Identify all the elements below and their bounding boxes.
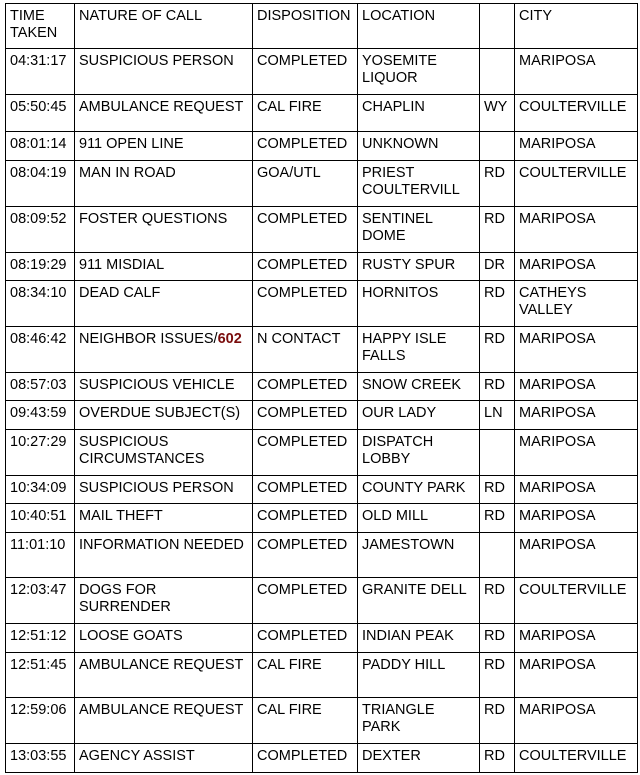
cell-location: HAPPY ISLE FALLS [358, 326, 480, 372]
table-row [6, 475, 638, 504]
cell-disposition: N CONTACT [253, 326, 358, 372]
cell-time: 08:57:03 [6, 372, 75, 401]
cell-suffix [480, 49, 515, 95]
cell-disposition: COMPLETED [253, 206, 358, 252]
cell-disposition: COMPLETED [253, 429, 358, 475]
cell-city: MARIPOSA [515, 206, 638, 252]
nature-text: MAN IN ROAD [79, 164, 176, 181]
cell-suffix: RD [480, 698, 515, 744]
table-row [6, 326, 638, 372]
cell-suffix: RD [480, 160, 515, 206]
cell-suffix: RD [480, 652, 515, 698]
cell-suffix: WY [480, 94, 515, 132]
cell-nature [75, 698, 253, 744]
table-row [6, 252, 638, 281]
cell-disposition: CAL FIRE [253, 652, 358, 698]
cell-city: MARIPOSA [515, 372, 638, 401]
cell-nature [75, 206, 253, 252]
table-row [6, 132, 638, 161]
cell-nature [75, 252, 253, 281]
nature-text: LOOSE GOATS [79, 628, 183, 645]
cell-disposition: COMPLETED [253, 532, 358, 578]
cell-time: 08:09:52 [6, 206, 75, 252]
cell-disposition: COMPLETED [253, 504, 358, 533]
table-row [6, 206, 638, 252]
nature-text: INFORMATION NEEDED [79, 536, 244, 553]
nature-text: MAIL THEFT [79, 508, 163, 525]
cell-disposition: COMPLETED [253, 475, 358, 504]
cell-suffix [480, 532, 515, 578]
cell-location: INDIAN PEAK [358, 624, 480, 653]
cell-time: 12:51:12 [6, 624, 75, 653]
cell-disposition: COMPLETED [253, 281, 358, 327]
nature-code: 602 [217, 330, 242, 347]
header-location: LOCATION [358, 4, 480, 49]
cell-nature [75, 132, 253, 161]
table-row [6, 504, 638, 533]
nature-text: OVERDUE SUBJECT(S) [79, 405, 241, 422]
cell-time: 08:34:10 [6, 281, 75, 327]
nature-text: NEIGHBOR ISSUES/ [79, 330, 218, 347]
cell-city: MARIPOSA [515, 652, 638, 698]
cell-time: 08:46:42 [6, 326, 75, 372]
cell-city: MARIPOSA [515, 698, 638, 744]
cell-nature [75, 372, 253, 401]
cell-location: PADDY HILL [358, 652, 480, 698]
cell-city: MARIPOSA [515, 401, 638, 430]
cell-time: 10:34:09 [6, 475, 75, 504]
cell-city: MARIPOSA [515, 326, 638, 372]
cell-nature [75, 401, 253, 430]
nature-text: 911 OPEN LINE [79, 136, 184, 153]
cell-city: MARIPOSA [515, 624, 638, 653]
nature-text: FOSTER QUESTIONS [79, 210, 228, 227]
cell-time: 09:43:59 [6, 401, 75, 430]
cell-time: 11:01:10 [6, 532, 75, 578]
nature-text: AMBULANCE REQUEST [79, 656, 244, 673]
table-row [6, 624, 638, 653]
nature-text: SUSPICIOUS PERSON [79, 479, 234, 496]
cell-disposition: COMPLETED [253, 624, 358, 653]
cell-disposition: COMPLETED [253, 372, 358, 401]
cell-time: 13:03:55 [6, 744, 75, 773]
cell-disposition: COMPLETED [253, 578, 358, 624]
cell-location: RUSTY SPUR [358, 252, 480, 281]
nature-text: AMBULANCE REQUEST [79, 98, 244, 115]
cell-suffix: RD [480, 578, 515, 624]
cell-location: TRIANGLE PARK [358, 698, 480, 744]
cell-city: MARIPOSA [515, 504, 638, 533]
cell-nature [75, 475, 253, 504]
cell-location: YOSEMITE LIQUOR [358, 49, 480, 95]
table-row [6, 744, 638, 773]
header-suffix [480, 4, 515, 49]
cell-suffix: RD [480, 744, 515, 773]
cell-time: 08:19:29 [6, 252, 75, 281]
table-row [6, 49, 638, 95]
header-city: CITY [515, 4, 638, 49]
cell-location: SNOW CREEK [358, 372, 480, 401]
header-row [6, 4, 638, 49]
header-time: TIME TAKEN [6, 4, 75, 49]
cell-nature [75, 429, 253, 475]
table-row [6, 652, 638, 698]
table-row [6, 698, 638, 744]
cell-suffix: DR [480, 252, 515, 281]
cell-time: 10:40:51 [6, 504, 75, 533]
cell-city: MARIPOSA [515, 252, 638, 281]
table-row [6, 532, 638, 578]
cell-nature [75, 652, 253, 698]
cell-time: 12:51:45 [6, 652, 75, 698]
nature-text: AMBULANCE REQUEST [79, 702, 244, 719]
cell-suffix: RD [480, 504, 515, 533]
header-disposition: DISPOSITION [253, 4, 358, 49]
cell-location: CHAPLIN [358, 94, 480, 132]
table-row [6, 160, 638, 206]
cell-city: MARIPOSA [515, 132, 638, 161]
cell-nature [75, 504, 253, 533]
cell-suffix: RD [480, 372, 515, 401]
cell-suffix: RD [480, 475, 515, 504]
cell-location: OUR LADY [358, 401, 480, 430]
cell-suffix: LN [480, 401, 515, 430]
cell-location: SENTINEL DOME [358, 206, 480, 252]
cell-disposition: GOA/UTL [253, 160, 358, 206]
cell-suffix [480, 429, 515, 475]
nature-text: AGENCY ASSIST [79, 748, 195, 765]
cell-suffix: RD [480, 206, 515, 252]
cell-suffix: RD [480, 281, 515, 327]
call-log-table [5, 3, 638, 773]
cell-suffix [480, 132, 515, 161]
cell-time: 04:31:17 [6, 49, 75, 95]
cell-time: 08:01:14 [6, 132, 75, 161]
nature-text: DOGS FOR SURRENDER [79, 582, 171, 616]
nature-text: 911 MISDIAL [79, 256, 165, 273]
cell-nature [75, 94, 253, 132]
nature-text: SUSPICIOUS PERSON [79, 53, 234, 69]
cell-disposition: CAL FIRE [253, 698, 358, 744]
cell-city: MARIPOSA [515, 532, 638, 578]
cell-city: COULTERVILLE [515, 160, 638, 206]
cell-nature [75, 281, 253, 327]
cell-nature [75, 49, 253, 95]
cell-city: COULTERVILLE [515, 94, 638, 132]
cell-location: UNKNOWN [358, 132, 480, 161]
table-row [6, 578, 638, 624]
cell-city: CATHEYS VALLEY [515, 281, 638, 327]
table-row [6, 281, 638, 327]
nature-text: SUSPICIOUS CIRCUMSTANCES [79, 433, 205, 467]
table-row [6, 401, 638, 430]
cell-city: MARIPOSA [515, 49, 638, 95]
cell-nature [75, 578, 253, 624]
cell-city: COULTERVILLE [515, 744, 638, 773]
cell-nature [75, 160, 253, 206]
cell-location: OLD MILL [358, 504, 480, 533]
header-nature: NATURE OF CALL [75, 4, 253, 49]
table-row [6, 372, 638, 401]
cell-time: 05:50:45 [6, 94, 75, 132]
cell-disposition: COMPLETED [253, 49, 358, 95]
cell-time: 12:59:06 [6, 698, 75, 744]
table-row [6, 429, 638, 475]
cell-time: 08:04:19 [6, 160, 75, 206]
cell-time: 10:27:29 [6, 429, 75, 475]
cell-nature [75, 326, 253, 372]
cell-city: COULTERVILLE [515, 578, 638, 624]
cell-location: GRANITE DELL [358, 578, 480, 624]
cell-location: DEXTER [358, 744, 480, 773]
cell-city: MARIPOSA [515, 429, 638, 475]
cell-nature [75, 624, 253, 653]
cell-time: 12:03:47 [6, 578, 75, 624]
cell-disposition: COMPLETED [253, 401, 358, 430]
nature-text: DEAD CALF [79, 285, 161, 302]
cell-suffix: RD [480, 624, 515, 653]
table-row [6, 94, 638, 132]
cell-city: MARIPOSA [515, 475, 638, 504]
cell-disposition: COMPLETED [253, 252, 358, 281]
cell-location: HORNITOS [358, 281, 480, 327]
cell-location: PRIEST COULTERVILL [358, 160, 480, 206]
cell-location: JAMESTOWN [358, 532, 480, 578]
cell-nature [75, 532, 253, 578]
nature-text: SUSPICIOUS VEHICLE [79, 376, 235, 393]
cell-location: DISPATCH LOBBY [358, 429, 480, 475]
cell-disposition: CAL FIRE [253, 94, 358, 132]
cell-suffix: RD [480, 326, 515, 372]
cell-location: COUNTY PARK [358, 475, 480, 504]
cell-disposition: COMPLETED [253, 744, 358, 773]
cell-disposition: COMPLETED [253, 132, 358, 161]
cell-nature [75, 744, 253, 773]
